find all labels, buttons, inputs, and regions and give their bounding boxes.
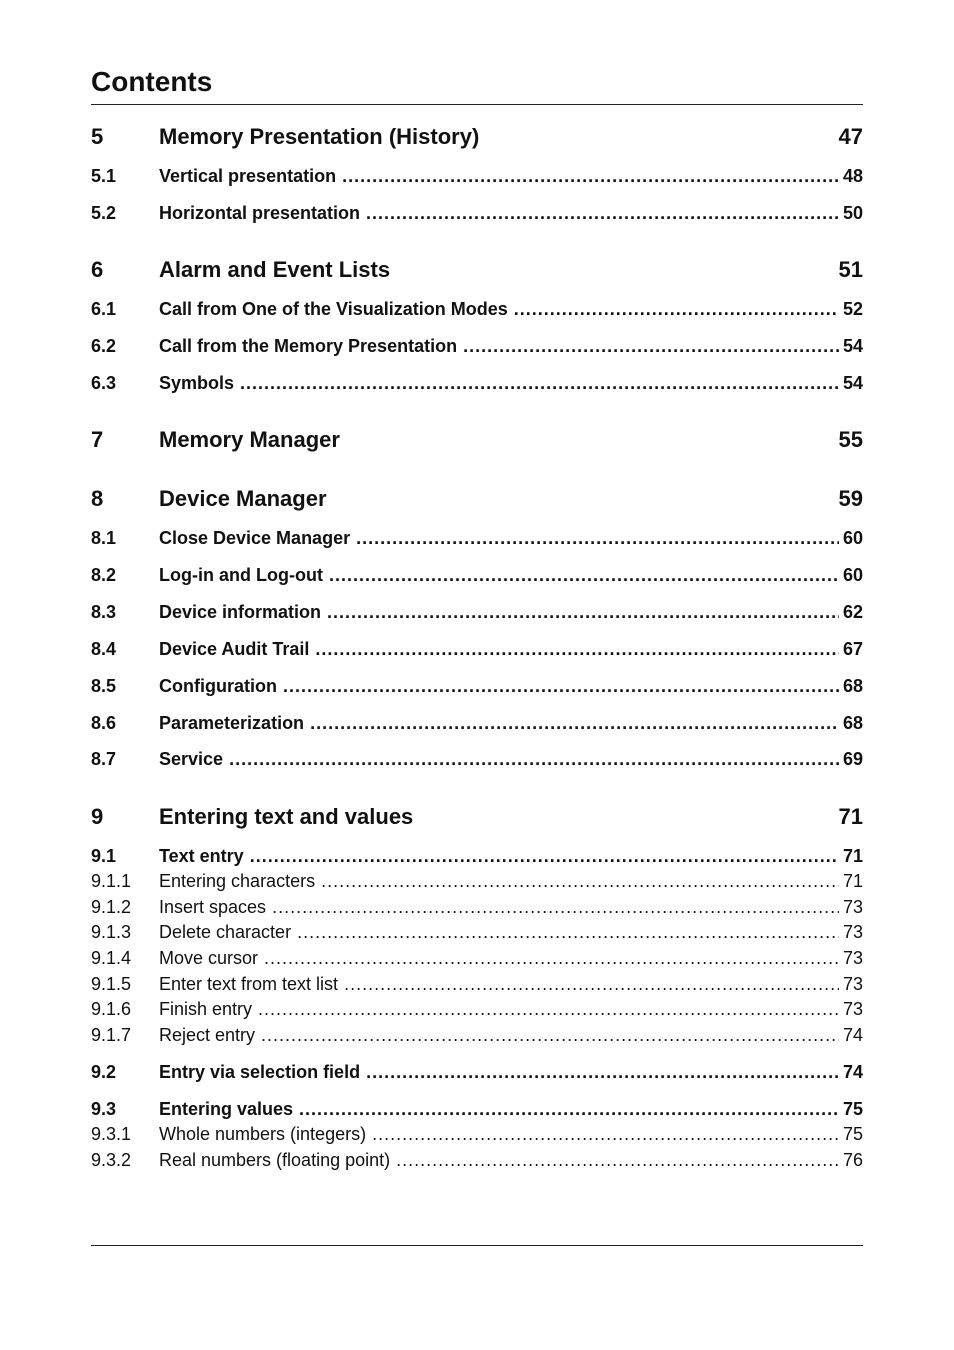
toc-number: 6.2	[91, 336, 117, 356]
toc-title: Text entry	[159, 846, 244, 866]
toc-entry-section[interactable]	[91, 336, 863, 357]
toc-title: Symbols	[159, 373, 235, 393]
toc-entry-sub[interactable]	[91, 1150, 863, 1171]
toc-page-number: 74	[842, 1062, 863, 1082]
toc-number: 6.1	[91, 299, 117, 319]
toc-entry-section[interactable]	[91, 602, 863, 623]
toc-page-number: 51	[838, 257, 863, 282]
toc-page-number: 74	[842, 1025, 863, 1045]
toc-number: 9.1.2	[91, 897, 132, 917]
dot-leader	[342, 166, 839, 187]
dot-leader	[514, 299, 839, 320]
toc-title: Service	[159, 749, 224, 769]
toc-title: Vertical presentation	[159, 166, 337, 186]
toc-entry-section[interactable]	[91, 1062, 863, 1083]
toc-entry-sub[interactable]	[91, 974, 863, 995]
toc-entry-section[interactable]	[91, 639, 863, 660]
toc-entry-sub[interactable]	[91, 1025, 863, 1046]
toc-page-number: 69	[842, 749, 863, 769]
toc-page-number: 50	[842, 203, 863, 223]
toc-title: Entry via selection field	[159, 1062, 361, 1082]
dot-leader	[272, 897, 839, 918]
toc-entry-chapter[interactable]	[91, 804, 863, 830]
toc-title: Log-in and Log-out	[159, 565, 323, 585]
dot-leader	[283, 676, 839, 697]
dot-leader	[310, 713, 839, 734]
toc-page-number: 73	[842, 922, 863, 942]
dot-leader	[258, 999, 839, 1020]
toc-page-number: 67	[842, 639, 863, 659]
toc-number: 9.1.7	[91, 1025, 132, 1045]
toc-title: Call from One of the Visualization Modes	[159, 299, 508, 319]
bottom-divider	[91, 1245, 863, 1246]
toc-entry-section[interactable]	[91, 676, 863, 697]
toc-number: 8.2	[91, 565, 117, 585]
toc-number: 9.1.1	[91, 871, 132, 891]
toc-title: Move cursor	[159, 948, 259, 968]
toc-page-number: 75	[842, 1124, 863, 1144]
toc-title: Device information	[159, 602, 322, 622]
toc-number: 5.2	[91, 203, 117, 223]
toc-number: 8.7	[91, 749, 117, 769]
toc-number: 9.3.2	[91, 1150, 132, 1170]
toc-page-number: 60	[842, 528, 863, 548]
toc-page-number: 73	[842, 897, 863, 917]
toc-number: 9.1.5	[91, 974, 132, 994]
toc-page-number: 71	[838, 804, 863, 829]
toc-number: 8	[91, 486, 104, 511]
toc-entry-sub[interactable]	[91, 948, 863, 969]
toc-entry-sub[interactable]	[91, 1124, 863, 1145]
toc-entry-section[interactable]	[91, 749, 863, 770]
toc-number: 9.1.6	[91, 999, 132, 1019]
toc-page-number: 71	[842, 846, 863, 866]
toc-page-number: 55	[838, 427, 863, 452]
dot-leader	[261, 1025, 839, 1046]
dot-leader	[250, 846, 839, 867]
toc-entry-chapter[interactable]	[91, 427, 863, 453]
toc-entry-chapter[interactable]	[91, 257, 863, 283]
toc-page-number: 73	[842, 974, 863, 994]
toc-entry-section[interactable]	[91, 166, 863, 187]
contents-heading: Contents	[91, 66, 213, 97]
dot-leader	[299, 1099, 839, 1120]
dot-leader	[327, 602, 839, 623]
toc-number: 9.3.1	[91, 1124, 132, 1144]
toc-title: Memory Manager	[159, 427, 340, 452]
toc-page-number: 59	[838, 486, 863, 511]
toc-number: 7	[91, 427, 104, 452]
toc-page-number: 68	[842, 713, 863, 733]
toc-title: Entering text and values	[159, 804, 414, 829]
toc-page-number: 47	[838, 124, 863, 149]
toc-entry-section[interactable]	[91, 713, 863, 734]
toc-title: Horizontal presentation	[159, 203, 361, 223]
dot-leader	[321, 871, 839, 892]
toc-entry-section[interactable]	[91, 565, 863, 586]
dot-leader	[396, 1150, 839, 1171]
toc-page-number: 54	[842, 373, 863, 393]
dot-leader	[356, 528, 839, 549]
toc-entry-sub[interactable]	[91, 897, 863, 918]
toc-page-number: 48	[842, 166, 863, 186]
dot-leader	[329, 565, 839, 586]
toc-number: 8.4	[91, 639, 117, 659]
toc-title: Device Audit Trail	[159, 639, 310, 659]
toc-title: Real numbers (floating point)	[159, 1150, 391, 1170]
toc-title: Finish entry	[159, 999, 253, 1019]
dot-leader	[240, 373, 839, 394]
toc-title: Call from the Memory Presentation	[159, 336, 458, 356]
toc-number: 8.5	[91, 676, 117, 696]
toc-page-number: 52	[842, 299, 863, 319]
dot-leader	[366, 203, 839, 224]
toc-title: Memory Presentation (History)	[159, 124, 480, 149]
toc-number: 9.2	[91, 1062, 117, 1082]
toc-title: Close Device Manager	[159, 528, 351, 548]
toc-title: Configuration	[159, 676, 277, 696]
toc-title: Enter text from text list	[159, 974, 339, 994]
toc-number: 9	[91, 804, 104, 829]
toc-number: 5.1	[91, 166, 117, 186]
toc-number: 9.1.3	[91, 922, 132, 942]
toc-entry-section[interactable]	[91, 203, 863, 224]
toc-title: Entering values	[159, 1099, 294, 1119]
toc-entry-section[interactable]	[91, 373, 863, 394]
dot-leader	[344, 974, 839, 995]
toc-page-number: 62	[842, 602, 863, 622]
toc-title: Parameterization	[159, 713, 305, 733]
toc-title: Whole numbers (integers)	[159, 1124, 367, 1144]
toc-page-number: 76	[842, 1150, 863, 1170]
toc-page-number: 75	[842, 1099, 863, 1119]
dot-leader	[264, 948, 839, 969]
toc-entry-section[interactable]	[91, 846, 863, 867]
toc-title: Device Manager	[159, 486, 327, 511]
toc-page-number: 73	[842, 999, 863, 1019]
toc-page-number: 60	[842, 565, 863, 585]
toc-page-number: 73	[842, 948, 863, 968]
toc-entry-section[interactable]	[91, 528, 863, 549]
toc-entry-sub[interactable]	[91, 871, 863, 892]
dot-leader	[366, 1062, 839, 1083]
dot-leader	[229, 749, 839, 770]
toc-number: 8.1	[91, 528, 117, 548]
toc-number: 9.1	[91, 846, 117, 866]
toc-title: Insert spaces	[159, 897, 267, 917]
toc-page-number: 54	[842, 336, 863, 356]
dot-leader	[315, 639, 839, 660]
dot-leader	[297, 922, 839, 943]
dot-leader	[372, 1124, 839, 1145]
toc-number: 5	[91, 124, 104, 149]
toc-page-number: 68	[842, 676, 863, 696]
toc-entry-chapter[interactable]	[91, 124, 863, 150]
toc-page-number: 71	[842, 871, 863, 891]
toc-number: 6	[91, 257, 104, 282]
toc-number: 8.3	[91, 602, 117, 622]
toc-title: Entering characters	[159, 871, 316, 891]
toc-entry-chapter[interactable]	[91, 486, 863, 512]
toc-entry-sub[interactable]	[91, 999, 863, 1020]
top-divider	[91, 104, 863, 105]
dot-leader	[463, 336, 839, 357]
toc-title: Delete character	[159, 922, 292, 942]
toc-entry-section[interactable]	[91, 299, 863, 320]
toc-entry-section[interactable]	[91, 1099, 863, 1120]
toc-number: 9.3	[91, 1099, 117, 1119]
toc-title: Alarm and Event Lists	[159, 257, 391, 282]
toc-entry-sub[interactable]	[91, 922, 863, 943]
toc-title: Reject entry	[159, 1025, 256, 1045]
toc-number: 8.6	[91, 713, 117, 733]
toc-number: 6.3	[91, 373, 117, 393]
toc-number: 9.1.4	[91, 948, 132, 968]
